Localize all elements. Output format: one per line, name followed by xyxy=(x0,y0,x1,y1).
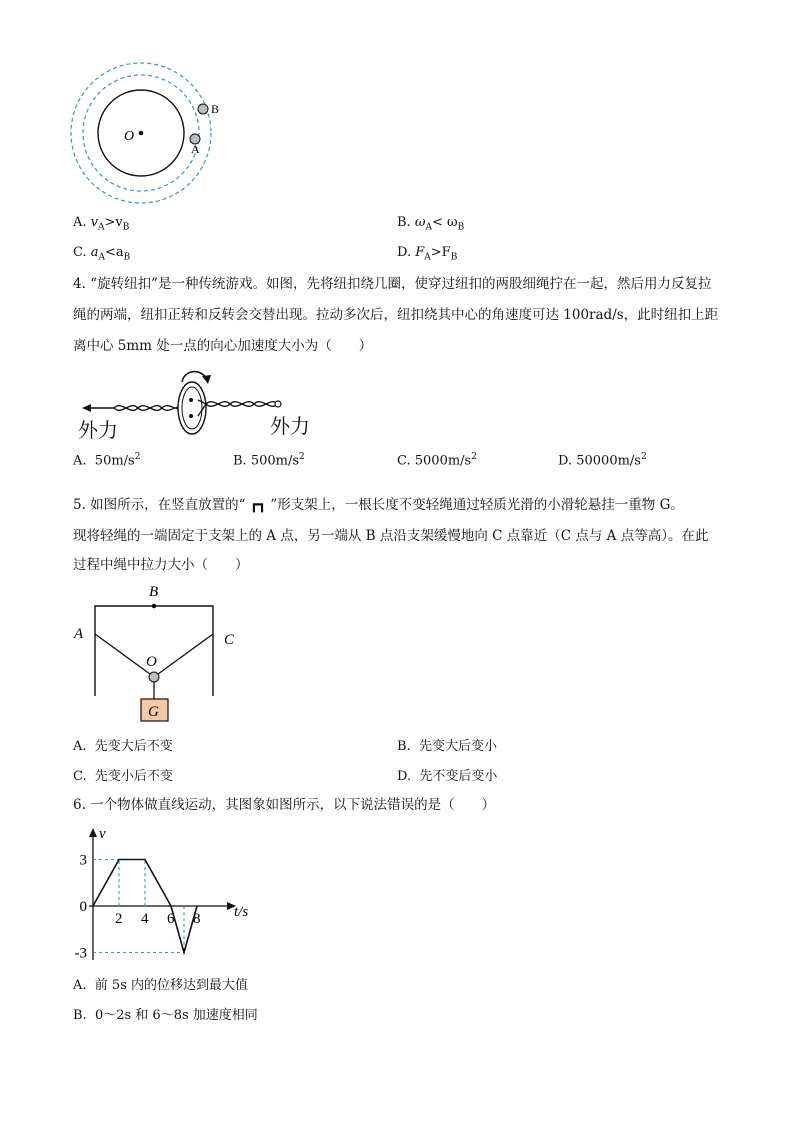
pulley-label-o: O xyxy=(146,654,157,670)
q4-force-right-label: 外力 xyxy=(270,414,310,438)
point-b-label: B xyxy=(211,102,220,116)
q3-option-a[interactable]: A. $v_A>v_B$ xyxy=(73,215,130,233)
y-tick-3: 3 xyxy=(79,852,87,869)
q4-question-line-3: 离中心 5mm 处一点的向心加速度大小为（ ） xyxy=(73,338,373,354)
q6-velocity-time-chart xyxy=(70,822,260,972)
q6-question-line: 6. 一个物体做直线运动，其图象如图所示，以下说法错误的是（ ） xyxy=(73,797,496,813)
rotation-arrow xyxy=(182,372,206,382)
weight-label-g: G xyxy=(148,704,159,720)
point-a-label: A xyxy=(191,142,200,156)
x-tick-2: 2 xyxy=(115,911,123,927)
t-axis-label: t/s xyxy=(234,904,249,920)
frame-label-b: B xyxy=(149,584,159,600)
left-arrow-head xyxy=(82,404,91,412)
q4-option-a[interactable]: A. $50m/s^2$ xyxy=(73,452,141,469)
q6-option-a[interactable]: A. 前 5s 内的位移达到最大值 xyxy=(73,978,249,993)
q5-option-b[interactable]: B. 先变大后变小 xyxy=(397,739,497,754)
q5-question-line-1: 5. 如图所示，在竖直放置的“ ┏┓ ”形支架上，一根长度不变轻绳通过轻质光滑的小滑轮悬挂一重物 G。 xyxy=(73,497,684,513)
x-tick-6: 6 xyxy=(167,911,175,927)
q4-option-b[interactable]: B. $500m/s^2$ xyxy=(233,452,305,469)
x-tick-8: 8 xyxy=(193,911,201,927)
x-tick-4: 4 xyxy=(141,911,149,927)
point-b-dot xyxy=(152,604,157,609)
q5-option-d[interactable]: D. 先不变后变小 xyxy=(397,769,498,784)
y-tick-0: 0 xyxy=(79,899,87,915)
q3-option-b[interactable]: B. $\omega_A< \omega_B$ xyxy=(397,215,465,233)
q4-option-d[interactable]: D. $50000m/s^2$ xyxy=(558,452,647,469)
v-axis-arrow xyxy=(89,828,97,837)
frame-label-c: C xyxy=(224,632,235,648)
q3-option-d[interactable]: D. $F_A>F_B$ xyxy=(397,245,458,263)
frame-label-a: A xyxy=(74,626,84,642)
point-b-ball xyxy=(198,104,208,114)
q3-option-c[interactable]: C. $a_A<a_B$ xyxy=(73,245,131,263)
q4-question-line-2: 绳的两端，纽扣正转和反转会交替出现。拉动多次后，纽扣绕其中心的角速度可达 100rad/s，此时纽扣上距 xyxy=(73,307,719,323)
pulley xyxy=(149,672,159,682)
center-label: O xyxy=(124,129,135,144)
y-tick--3: -3 xyxy=(74,945,87,962)
q4-option-c[interactable]: C. $5000m/s^2$ xyxy=(397,452,477,469)
rope-right xyxy=(154,634,213,677)
q6-option-b[interactable]: B. 0～2s 和 6～8s 加速度相同 xyxy=(73,1008,258,1023)
q4-force-left-label: 外力 xyxy=(78,418,118,442)
q5-question-line-3: 过程中绳中拉力大小（ ） xyxy=(73,557,249,573)
q5-question-line-2: 现将轻绳的一端固定于支架上的 A 点，另一端从 B 点沿支架缓慢地向 C 点靠近（C 点与 A 点等高）。在此 xyxy=(73,528,709,544)
q3-circles-figure xyxy=(70,60,240,205)
q4-question-line-1: 4. “旋转纽扣”是一种传统游戏。如图，先将纽扣绕几圈，使穿过纽扣的两股细绳拧在一起，然后用力反复拉 xyxy=(73,276,712,292)
v-axis-label: v xyxy=(99,826,106,842)
q5-frame-figure xyxy=(70,578,250,726)
q5-option-a[interactable]: A. 先变大后不变 xyxy=(73,739,173,754)
center-dot xyxy=(139,131,144,136)
q5-option-c[interactable]: C. 先变小后不变 xyxy=(73,769,173,784)
